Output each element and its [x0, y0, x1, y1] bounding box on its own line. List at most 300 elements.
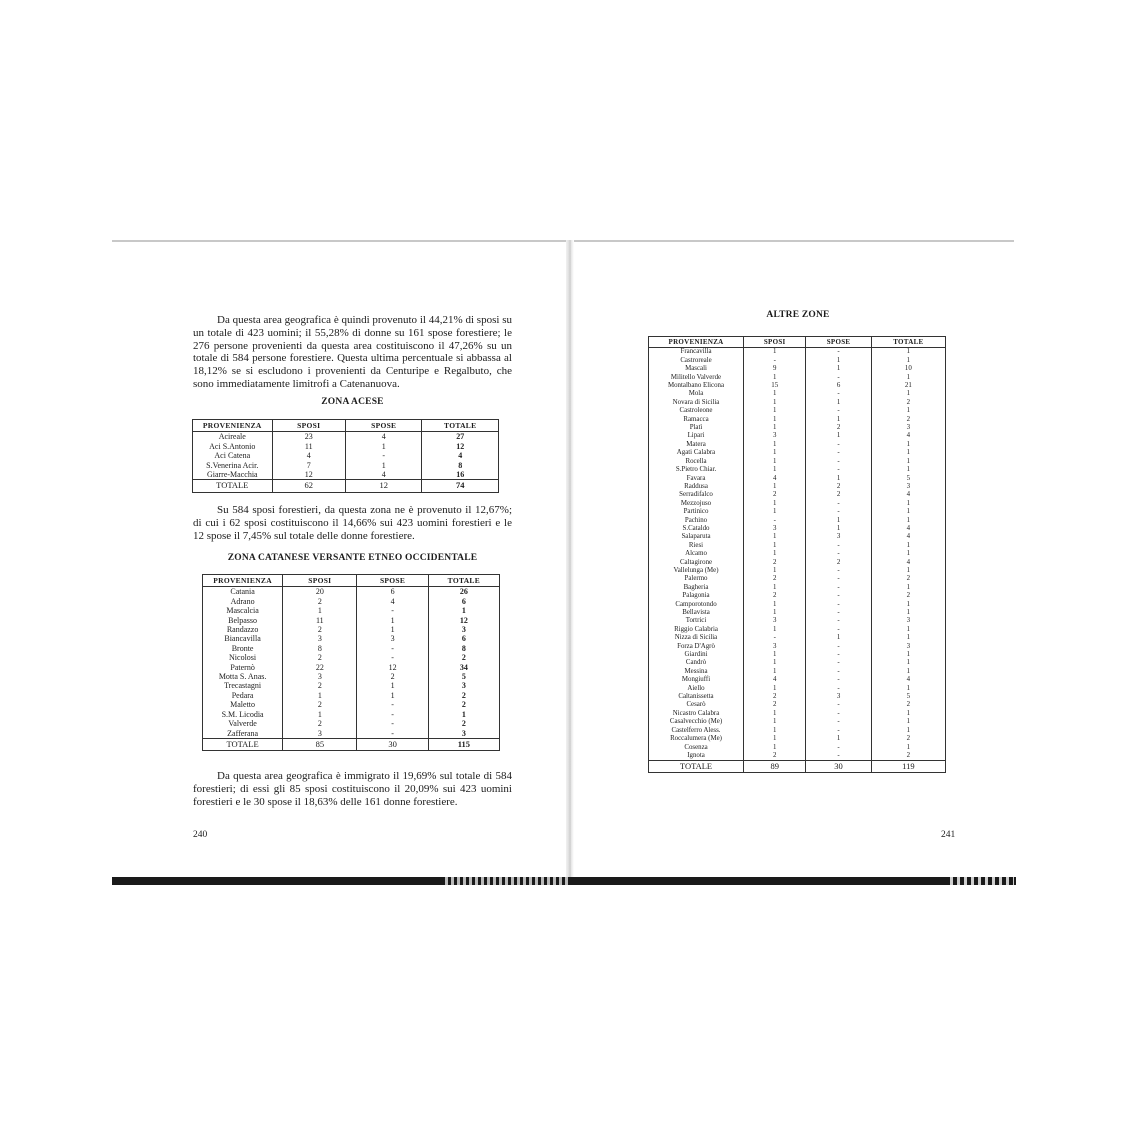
cell-sposi: 1 [744, 483, 806, 491]
cell-sposi: 2 [283, 597, 357, 606]
cell-sposi: 1 [744, 390, 806, 398]
cell-provenienza: Roccalumera (Me) [649, 735, 744, 743]
column-header-sposi: SPOSI [744, 337, 806, 348]
cell-totale: 2 [871, 575, 945, 583]
cell-sposi: 1 [744, 458, 806, 466]
cell-sposi: 3 [283, 634, 357, 643]
cell-sposi: - [744, 634, 806, 642]
cell-provenienza: Castelferro Aless. [649, 727, 744, 735]
cell-totale: 1 [871, 466, 945, 474]
table-row [649, 659, 946, 667]
cell-provenienza: Messina [649, 668, 744, 676]
table-row [649, 609, 946, 617]
cell-totale: 1 [871, 685, 945, 693]
cell-totale: 1 [871, 508, 945, 516]
cell-sposi: 2 [744, 592, 806, 600]
cell-provenienza: Caltanissetta [649, 693, 744, 701]
cell-spose: - [806, 458, 871, 466]
cell-spose: 1 [806, 475, 871, 483]
cell-sposi: 20 [283, 587, 357, 597]
cell-provenienza: Nicolosi [203, 653, 283, 662]
cell-provenienza: Castroreale [649, 357, 744, 365]
cell-sposi: 2 [744, 575, 806, 583]
cell-sposi: 2 [283, 625, 357, 634]
cell-sposi: 3 [744, 432, 806, 440]
table-row [649, 584, 946, 592]
cell-provenienza: Matera [649, 441, 744, 449]
table-row [203, 634, 500, 643]
cell-provenienza: Mongiuffi [649, 676, 744, 684]
table-row [203, 719, 500, 728]
table-row [193, 461, 499, 470]
cell-sposi: 1 [744, 651, 806, 659]
cell-sposi: 1 [744, 508, 806, 516]
cell-provenienza: Aci S.Antonio [193, 442, 273, 451]
cell-provenienza: Valverde [203, 719, 283, 728]
cell-totale: 5 [871, 475, 945, 483]
total-sposi: 89 [744, 761, 806, 772]
table-row [649, 693, 946, 701]
table-row [649, 390, 946, 398]
scan-edge-bottom-texture [946, 877, 1014, 885]
cell-sposi: 1 [744, 609, 806, 617]
cell-provenienza: Bronte [203, 644, 283, 653]
cell-sposi: 23 [272, 432, 345, 442]
cell-totale: 1 [871, 601, 945, 609]
cell-sposi: 2 [283, 681, 357, 690]
cell-provenienza: Acireale [193, 432, 273, 442]
cell-spose: 1 [806, 432, 871, 440]
cell-totale: 1 [871, 517, 945, 525]
cell-spose: - [806, 542, 871, 550]
cell-provenienza: S.M. Licodia [203, 710, 283, 719]
cell-spose: 1 [806, 416, 871, 424]
cell-totale: 6 [428, 597, 499, 606]
table-row [193, 470, 499, 480]
cell-sposi: 1 [744, 626, 806, 634]
table-row [203, 729, 500, 739]
cell-sposi: 1 [744, 718, 806, 726]
cell-spose: - [357, 644, 428, 653]
cell-totale: 3 [871, 424, 945, 432]
table-row [649, 533, 946, 541]
table-row [649, 374, 946, 382]
cell-provenienza: Cesarò [649, 701, 744, 709]
cell-sposi: 1 [744, 710, 806, 718]
cell-provenienza: Bagheria [649, 584, 744, 592]
cell-spose: 4 [357, 597, 428, 606]
column-header-totale: TOTALE [871, 337, 945, 348]
total-sposi: 62 [272, 480, 345, 492]
table-row [193, 451, 499, 460]
cell-provenienza: Giarre-Macchia [193, 470, 273, 480]
column-header-provenienza: PROVENIENZA [649, 337, 744, 348]
total-spose: 30 [806, 761, 871, 772]
cell-spose: - [806, 744, 871, 752]
column-header-spose: SPOSE [345, 420, 422, 432]
table-row [193, 442, 499, 451]
cell-spose: - [806, 550, 871, 558]
table-row [649, 735, 946, 743]
cell-sposi: 3 [283, 729, 357, 739]
heading-zona-catanese: ZONA CATANESE VERSANTE ETNEO OCCIDENTALE [227, 553, 478, 563]
table-row [649, 525, 946, 533]
cell-provenienza: Palagonia [649, 592, 744, 600]
cell-spose: 1 [806, 735, 871, 743]
cell-spose: - [806, 727, 871, 735]
cell-spose: 1 [806, 634, 871, 642]
cell-sposi: 1 [744, 542, 806, 550]
cell-totale: 1 [871, 659, 945, 667]
cell-sposi: 1 [744, 441, 806, 449]
table-row [649, 575, 946, 583]
cell-totale: 1 [871, 668, 945, 676]
cell-provenienza: Belpasso [203, 616, 283, 625]
cell-sposi: 1 [744, 500, 806, 508]
cell-spose: 6 [806, 382, 871, 390]
heading-altre-zone: ALTRE ZONE [766, 310, 830, 320]
table-row [649, 508, 946, 516]
cell-sposi: 9 [744, 365, 806, 373]
total-provenienza: TOTALE [203, 738, 283, 750]
cell-totale: 3 [871, 643, 945, 651]
cell-sposi: 2 [744, 693, 806, 701]
cell-totale: 10 [871, 365, 945, 373]
cell-spose: 3 [806, 533, 871, 541]
cell-sposi: 4 [744, 676, 806, 684]
table-header-row [193, 420, 499, 432]
cell-spose: - [806, 710, 871, 718]
cell-totale: 3 [871, 617, 945, 625]
cell-spose: 1 [357, 691, 428, 700]
cell-spose: - [806, 508, 871, 516]
cell-provenienza: Partinico [649, 508, 744, 516]
cell-provenienza: Bellavista [649, 609, 744, 617]
cell-provenienza: Mezzojuso [649, 500, 744, 508]
cell-spose: - [357, 719, 428, 728]
heading-zona-acese: ZONA ACESE [321, 397, 384, 407]
table-row [649, 710, 946, 718]
table-header-row [649, 337, 946, 348]
cell-provenienza: Vallelunga (Me) [649, 567, 744, 575]
table-row [649, 365, 946, 373]
table-row [649, 542, 946, 550]
total-spose: 12 [345, 480, 422, 492]
cell-sposi: 1 [744, 533, 806, 541]
cell-spose: - [806, 752, 871, 761]
cell-provenienza: Novara di Sicilia [649, 399, 744, 407]
table-row [649, 550, 946, 558]
cell-provenienza: Catania [203, 587, 283, 597]
table-row [203, 700, 500, 709]
cell-sposi: 11 [283, 616, 357, 625]
cell-spose: 1 [357, 681, 428, 690]
cell-totale: 21 [871, 382, 945, 390]
cell-spose: - [806, 449, 871, 457]
table-row [649, 701, 946, 709]
cell-totale: 1 [871, 550, 945, 558]
table-row [649, 668, 946, 676]
cell-spose: - [806, 609, 871, 617]
cell-spose: 1 [806, 517, 871, 525]
cell-spose: 2 [806, 483, 871, 491]
cell-totale: 1 [871, 449, 945, 457]
cell-provenienza: Casalvecchio (Me) [649, 718, 744, 726]
table-row [649, 517, 946, 525]
cell-totale: 1 [871, 374, 945, 382]
cell-sposi: 1 [744, 424, 806, 432]
table-row [649, 348, 946, 357]
total-totale: 115 [428, 738, 499, 750]
cell-spose: - [806, 348, 871, 357]
table-row [649, 416, 946, 424]
cell-sposi: 1 [744, 374, 806, 382]
cell-spose: - [357, 729, 428, 739]
cell-totale: 1 [428, 710, 499, 719]
cell-provenienza: Palermo [649, 575, 744, 583]
cell-spose: - [806, 643, 871, 651]
cell-spose: - [806, 701, 871, 709]
cell-spose: 1 [806, 365, 871, 373]
cell-sposi: 1 [283, 606, 357, 615]
cell-sposi: 7 [272, 461, 345, 470]
cell-totale: 1 [871, 651, 945, 659]
table-row [649, 567, 946, 575]
cell-spose: 1 [357, 625, 428, 634]
cell-provenienza: Alcamo [649, 550, 744, 558]
cell-provenienza: Cosenza [649, 744, 744, 752]
table-row [203, 691, 500, 700]
table-row [649, 424, 946, 432]
cell-spose: - [806, 592, 871, 600]
cell-sposi: 12 [272, 470, 345, 480]
table-row [649, 399, 946, 407]
cell-provenienza: Mascali [649, 365, 744, 373]
cell-provenienza: Camporotondo [649, 601, 744, 609]
table-row [203, 710, 500, 719]
cell-sposi: 1 [744, 416, 806, 424]
cell-totale: 5 [428, 672, 499, 681]
cell-sposi: 1 [744, 601, 806, 609]
cell-sposi: 1 [744, 659, 806, 667]
left-paragraph-1-text: Da questa area geografica è quindi provenuto il 44,21% di sposi su un totale di 423 uomini; il 55,28% di donne su 161 spose forestiere; le 276 persone provenienti da questa area costituiscono il 47,26% su un totale di 584 persone forestiere. Questa ultima percentuale si abbassa al 18,12% se si escludono i provenienti da Centuripe e Regalbuto, che sono immediatamente limitrofi a Catenanuova. [193, 314, 512, 390]
table-row [649, 744, 946, 752]
table-row [203, 625, 500, 634]
left-paragraph-2-text: Su 584 sposi forestieri, da questa zona ne è provenuto il 12,67%; di cui i 62 sposi costituiscono il 14,66% sui 423 uomini forestieri e le 12 spose il 7,45% sul totale delle donne forestiere. [193, 504, 512, 542]
cell-sposi: 22 [283, 663, 357, 672]
cell-sposi: 11 [272, 442, 345, 451]
table-zona-acese [192, 419, 499, 493]
total-totale: 119 [871, 761, 945, 772]
cell-totale: 4 [871, 533, 945, 541]
cell-sposi: 2 [283, 719, 357, 728]
cell-provenienza: Mola [649, 390, 744, 398]
cell-totale: 1 [871, 744, 945, 752]
cell-spose: 1 [806, 399, 871, 407]
cell-totale: 12 [428, 616, 499, 625]
cell-provenienza: Ramacca [649, 416, 744, 424]
cell-spose: 12 [357, 663, 428, 672]
table-row [193, 432, 499, 442]
cell-sposi: 1 [744, 449, 806, 457]
cell-spose: 1 [345, 442, 422, 451]
cell-sposi: 1 [283, 691, 357, 700]
cell-totale: 5 [871, 693, 945, 701]
cell-provenienza: Agati Calabra [649, 449, 744, 457]
cell-totale: 1 [871, 710, 945, 718]
scan-edge-top [112, 240, 1014, 242]
table-row [649, 382, 946, 390]
table-total-row [193, 480, 499, 492]
cell-sposi: 1 [744, 584, 806, 592]
cell-provenienza: Rocella [649, 458, 744, 466]
scan-edge-bottom-texture [442, 877, 568, 885]
cell-sposi: 1 [744, 744, 806, 752]
column-header-totale: TOTALE [428, 575, 499, 587]
cell-provenienza: Favara [649, 475, 744, 483]
cell-provenienza: Forza D'Agrò [649, 643, 744, 651]
cell-spose: - [806, 374, 871, 382]
cell-sposi: 1 [744, 399, 806, 407]
cell-totale: 2 [871, 399, 945, 407]
cell-spose: 4 [345, 432, 422, 442]
cell-totale: 2 [428, 700, 499, 709]
cell-spose: 2 [806, 424, 871, 432]
cell-spose: - [357, 606, 428, 615]
cell-provenienza: Ignota [649, 752, 744, 761]
table-row [649, 626, 946, 634]
cell-spose: - [806, 575, 871, 583]
cell-provenienza: Nizza di Sicilia [649, 634, 744, 642]
cell-totale: 1 [871, 441, 945, 449]
cell-totale: 3 [871, 483, 945, 491]
column-header-provenienza: PROVENIENZA [203, 575, 283, 587]
cell-sposi: 2 [283, 700, 357, 709]
cell-spose: - [357, 700, 428, 709]
total-totale: 74 [422, 480, 499, 492]
total-provenienza: TOTALE [193, 480, 273, 492]
cell-sposi: 1 [744, 348, 806, 357]
column-header-totale: TOTALE [422, 420, 499, 432]
column-header-provenienza: PROVENIENZA [193, 420, 273, 432]
cell-totale: 2 [871, 735, 945, 743]
cell-spose: 1 [806, 525, 871, 533]
table-row [203, 587, 500, 597]
cell-provenienza: Randazzo [203, 625, 283, 634]
left-paragraph-1 [193, 314, 512, 391]
table-total-row [203, 738, 500, 750]
cell-spose: - [806, 651, 871, 659]
total-provenienza: TOTALE [649, 761, 744, 772]
column-header-sposi: SPOSI [283, 575, 357, 587]
cell-totale: 1 [871, 584, 945, 592]
cell-provenienza: Adrano [203, 597, 283, 606]
cell-totale: 3 [428, 681, 499, 690]
cell-spose: - [806, 718, 871, 726]
cell-provenienza: Castroleone [649, 407, 744, 415]
cell-provenienza: Paternò [203, 663, 283, 672]
cell-sposi: 2 [744, 559, 806, 567]
cell-totale: 1 [428, 606, 499, 615]
table-row [203, 681, 500, 690]
cell-provenienza: Aci Catena [193, 451, 273, 460]
table-row [203, 663, 500, 672]
table-row [649, 449, 946, 457]
cell-totale: 4 [871, 525, 945, 533]
page-number-left: 240 [193, 830, 208, 840]
table-row [649, 752, 946, 761]
table-row [649, 407, 946, 415]
table-row [649, 718, 946, 726]
table-zona-catanese [202, 574, 500, 751]
cell-sposi: 2 [744, 701, 806, 709]
table-row [649, 617, 946, 625]
cell-provenienza: Pachino [649, 517, 744, 525]
cell-totale: 8 [428, 644, 499, 653]
cell-sposi: 1 [744, 735, 806, 743]
cell-provenienza: Riesi [649, 542, 744, 550]
table-row [649, 357, 946, 365]
table-row [649, 500, 946, 508]
cell-totale: 1 [871, 567, 945, 575]
cell-provenienza: Trecastagni [203, 681, 283, 690]
cell-provenienza: S.Venerina Acir. [193, 461, 273, 470]
cell-sposi: 3 [744, 617, 806, 625]
cell-sposi: 3 [744, 643, 806, 651]
table-row [649, 727, 946, 735]
cell-totale: 26 [428, 587, 499, 597]
cell-provenienza: Francavilla [649, 348, 744, 357]
cell-provenienza: Motta S. Anas. [203, 672, 283, 681]
cell-provenienza: Salaparuta [649, 533, 744, 541]
column-header-spose: SPOSE [806, 337, 871, 348]
cell-spose: - [806, 659, 871, 667]
cell-totale: 1 [871, 609, 945, 617]
table-row [649, 643, 946, 651]
cell-totale: 1 [871, 727, 945, 735]
cell-totale: 2 [871, 701, 945, 709]
cell-spose: - [806, 617, 871, 625]
cell-totale: 1 [871, 357, 945, 365]
cell-spose: 2 [357, 672, 428, 681]
cell-spose: - [806, 668, 871, 676]
table-row [649, 483, 946, 491]
column-header-spose: SPOSE [357, 575, 428, 587]
cell-sposi: - [744, 357, 806, 365]
cell-sposi: 1 [744, 685, 806, 693]
table-row [649, 592, 946, 600]
cell-totale: 1 [871, 458, 945, 466]
left-paragraph-3 [193, 770, 512, 808]
cell-totale: 2 [428, 691, 499, 700]
cell-totale: 2 [871, 416, 945, 424]
column-header-sposi: SPOSI [272, 420, 345, 432]
table-row [649, 651, 946, 659]
table-total-row [649, 761, 946, 772]
table-header-row [203, 575, 500, 587]
cell-totale: 34 [428, 663, 499, 672]
cell-provenienza: S.Cataldo [649, 525, 744, 533]
cell-spose: 1 [357, 616, 428, 625]
cell-provenienza: S.Pietro Chiar. [649, 466, 744, 474]
left-paragraph-2 [193, 504, 512, 542]
cell-spose: - [806, 685, 871, 693]
cell-spose: - [806, 407, 871, 415]
cell-provenienza: Zafferana [203, 729, 283, 739]
table-row [203, 606, 500, 615]
table-row [649, 491, 946, 499]
cell-provenienza: Militello Valverde [649, 374, 744, 382]
